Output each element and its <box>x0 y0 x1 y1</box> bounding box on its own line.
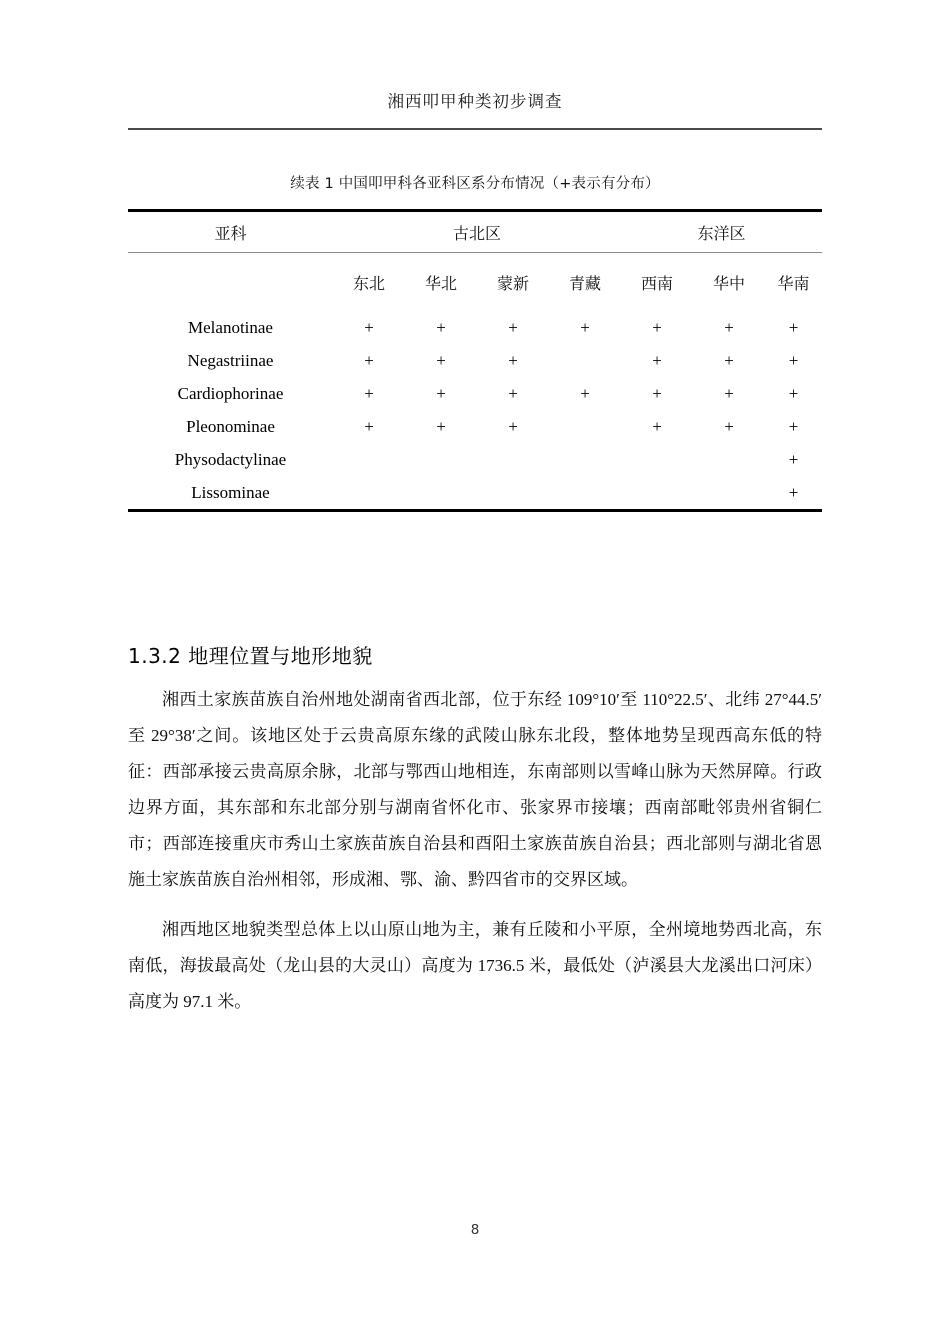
cell-mengxin <box>477 476 549 511</box>
table-body <box>128 311 822 545</box>
subregion-header-huanan: 华南 <box>777 275 810 293</box>
running-header: 湘西叩甲种类初步调查 <box>387 92 563 111</box>
cell-subfamily: Lissominae <box>191 482 270 502</box>
cell-subfamily: Physodactylinae <box>174 449 287 469</box>
cell-huabei <box>405 443 477 476</box>
table-caption: 续表 1 中国叩甲科各亚科区系分布情况（+表示有分布） <box>290 176 660 192</box>
page-number: 8 <box>470 1222 480 1238</box>
table-bottom-rule-cell <box>128 511 822 546</box>
cell-huanan: + <box>788 416 799 436</box>
cell-dongbei <box>333 476 405 511</box>
cell-subfamily: Pleonominae <box>186 416 275 436</box>
cell-qingzang: + <box>580 317 590 337</box>
cell-qingzang <box>549 410 621 443</box>
cell-huabei: + <box>436 350 446 370</box>
cell-huanan: + <box>788 350 799 370</box>
cell-qingzang: + <box>580 383 590 403</box>
cell-xinan: + <box>652 383 662 403</box>
table-head <box>128 211 822 312</box>
cell-xinan: + <box>652 350 662 370</box>
table-row <box>128 311 822 344</box>
cell-dongbei <box>333 443 405 476</box>
cell-huazhong: + <box>724 383 734 403</box>
cell-qingzang <box>549 443 621 476</box>
distribution-table <box>128 209 822 545</box>
cell-huabei: + <box>436 383 446 403</box>
cell-xinan <box>621 476 693 511</box>
table-row <box>128 410 822 443</box>
cell-mengxin: + <box>508 416 518 436</box>
cell-subfamily: Negastriinae <box>187 350 274 370</box>
cell-dongbei: + <box>364 350 374 370</box>
cell-huanan: + <box>788 449 799 469</box>
cell-huabei: + <box>436 317 446 337</box>
subregion-header-mengxin: 蒙新 <box>496 275 529 293</box>
column-group-oriental: 东洋区 <box>621 211 822 253</box>
table-row <box>128 476 822 511</box>
table-group-header-row <box>128 211 822 253</box>
subregion-header-dongbei: 东北 <box>352 275 385 293</box>
cell-mengxin: + <box>508 317 518 337</box>
cell-subfamily: Cardiophorinae <box>177 383 284 403</box>
cell-dongbei: + <box>364 416 374 436</box>
cell-huanan: + <box>788 317 799 337</box>
cell-huazhong: + <box>724 317 734 337</box>
table-row <box>128 344 822 377</box>
cell-mengxin: + <box>508 383 518 403</box>
cell-dongbei: + <box>364 383 374 403</box>
table-bottom-rule <box>128 511 822 546</box>
cell-subfamily: Melanotinae <box>188 317 273 337</box>
cell-huazhong <box>693 443 765 476</box>
subregion-header-huazhong: 华中 <box>713 275 746 293</box>
cell-huazhong <box>693 476 765 511</box>
cell-mengxin <box>477 443 549 476</box>
cell-xinan: + <box>652 317 662 337</box>
cell-huanan: + <box>788 482 799 502</box>
paragraph-landform: 湘西地区地貌类型总体上以山原山地为主，兼有丘陵和小平原，全州境地势西北高，东南低，海拔最高处（龙山县的大灵山）高度为 1736.5 米，最低处（泸溪县大龙溪出口河床）高度为 97.1 米。 <box>128 920 822 1011</box>
cell-huanan: + <box>788 383 799 403</box>
cell-huazhong: + <box>724 416 734 436</box>
cell-xinan <box>621 443 693 476</box>
cell-huabei: + <box>436 416 446 436</box>
table-subregion-header-row <box>128 253 822 312</box>
cell-dongbei: + <box>364 317 374 337</box>
subregion-header-qingzang: 青藏 <box>569 275 602 293</box>
cell-huabei <box>405 476 477 511</box>
column-header-subfamily: 亚科 <box>128 211 333 253</box>
subregion-header-huabei: 华北 <box>424 275 457 293</box>
cell-mengxin: + <box>508 350 518 370</box>
cell-qingzang <box>549 476 621 511</box>
header-rule <box>128 128 822 130</box>
subregion-header-spacer <box>128 253 333 312</box>
section-heading: 1.3.2 地理位置与地形地貌 <box>128 644 373 668</box>
column-group-palaearctic: 古北区 <box>333 211 621 253</box>
subregion-header-xinan: 西南 <box>641 275 674 293</box>
table-row <box>128 443 822 476</box>
cell-huazhong: + <box>724 350 734 370</box>
table-block <box>128 172 822 545</box>
paragraph-location: 湘西土家族苗族自治州地处湖南省西北部，位于东经 109°10′至 110°22.5′、北纬 27°44.5′至 29°38′之间。该地区处于云贵高原东缘的武陵山脉东北段，整体地势呈现西高东低的特征：西部承接云贵高原余脉，北部与鄂西山地相连，东南部则以雪峰山脉为天然屏障。行政边界方面，其东部和东北部分别与湖南省怀化市、张家界市接壤；西南部毗邻贵州省铜仁市；西部连接重庆市秀山土家族苗族自治县和酉阳土家族苗族自治县；西北部则与湖北省恩施土家族苗族自治州相邻，形成湘、鄂、渝、黔四省市的交界区域。 <box>128 690 822 889</box>
cell-qingzang <box>549 344 621 377</box>
table-row <box>128 377 822 410</box>
cell-xinan: + <box>652 416 662 436</box>
body-text <box>128 682 822 1034</box>
